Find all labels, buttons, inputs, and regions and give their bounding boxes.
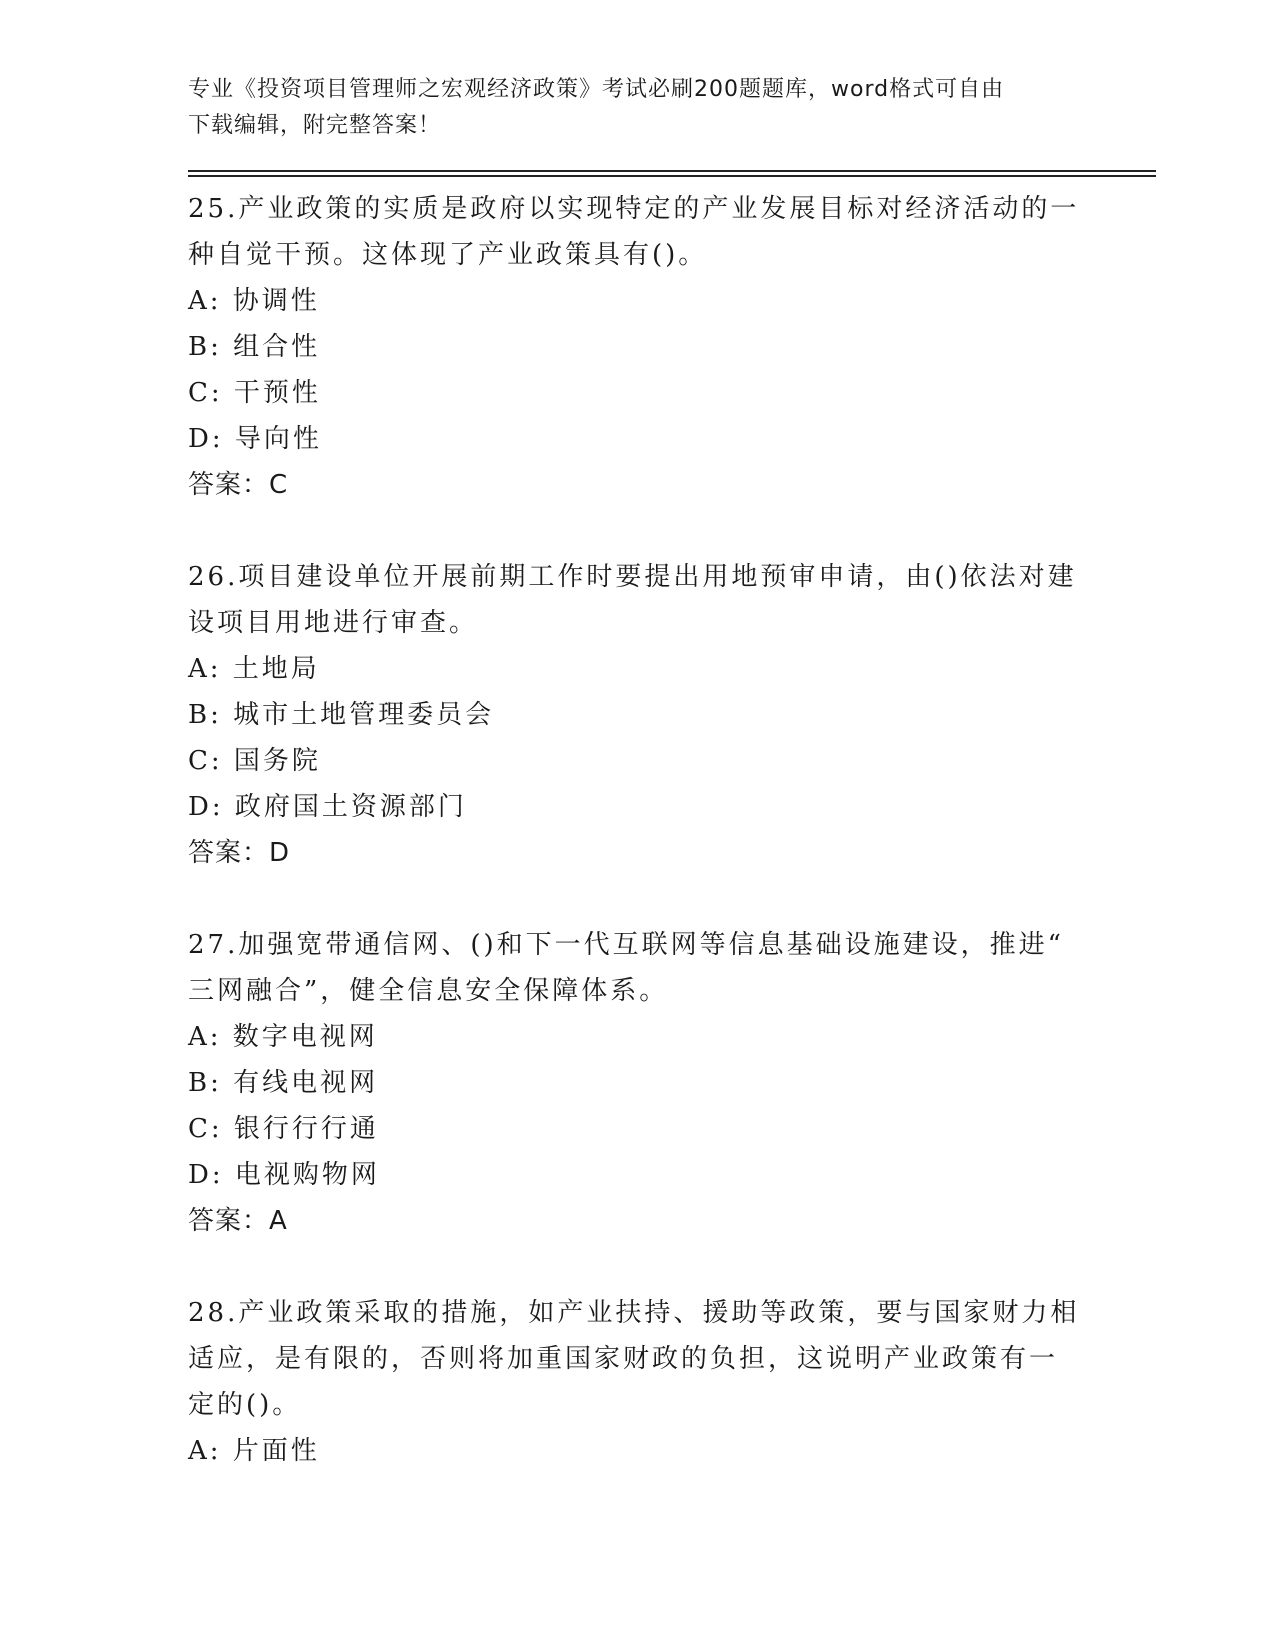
option-b: B: 有线电视网 xyxy=(188,1068,379,1098)
question-26 xyxy=(188,554,1088,876)
option-b: B: 组合性 xyxy=(188,332,321,362)
question-text-line: 28.产业政策采取的措施，如产业扶持、援助等政策，要与国家财力相 xyxy=(188,1298,1080,1328)
header-divider-bottom xyxy=(188,175,1156,177)
document-header xyxy=(188,72,1068,144)
option-a: A: 片面性 xyxy=(188,1436,320,1466)
option-d: D: 政府国土资源部门 xyxy=(188,792,467,822)
question-list xyxy=(188,186,1088,1520)
question-text-line: 种自觉干预。这体现了产业政策具有()。 xyxy=(188,240,708,270)
answer-value: D xyxy=(269,838,290,868)
question-text-line: 三网融合”，健全信息安全保障体系。 xyxy=(188,976,669,1006)
answer-value: C xyxy=(269,470,288,500)
option-b: B: 城市土地管理委员会 xyxy=(188,700,495,730)
option-a: A: 数字电视网 xyxy=(188,1022,378,1052)
option-a: A: 土地局 xyxy=(188,654,320,684)
answer-line xyxy=(188,830,1088,876)
option-c: C: 干预性 xyxy=(188,378,321,408)
option-a: A: 协调性 xyxy=(188,286,320,316)
option-d: D: 电视购物网 xyxy=(188,1160,380,1190)
question-text-line: 27.加强宽带通信网、()和下一代互联网等信息基础设施建设，推进“ xyxy=(188,930,1064,960)
question-25 xyxy=(188,186,1088,508)
answer-label: 答案： xyxy=(188,470,270,500)
answer-line xyxy=(188,1198,1088,1244)
question-text-line: 设项目用地进行审查。 xyxy=(188,608,479,638)
question-27 xyxy=(188,922,1088,1244)
option-c: C: 国务院 xyxy=(188,746,321,776)
header-divider-top xyxy=(188,170,1156,172)
answer-value: A xyxy=(269,1206,287,1236)
question-text-line: 适应，是有限的，否则将加重国家财政的负担，这说明产业政策有一 xyxy=(188,1344,1059,1374)
question-28 xyxy=(188,1290,1088,1474)
question-text-line: 26.项目建设单位开展前期工作时要提出用地预审申请，由()依法对建 xyxy=(188,562,1077,592)
option-d: D: 导向性 xyxy=(188,424,322,454)
header-line-2: 下载编辑，附完整答案！ xyxy=(188,113,442,138)
answer-line xyxy=(188,462,1088,508)
answer-label: 答案： xyxy=(188,838,270,868)
question-text-line: 定的()。 xyxy=(188,1390,302,1420)
question-text-line: 25.产业政策的实质是政府以实现特定的产业发展目标对经济活动的一 xyxy=(188,194,1080,224)
header-line-1: 专业《投资项目管理师之宏观经济政策》考试必刷200题题库，word格式可自由 xyxy=(188,77,1005,102)
answer-label: 答案： xyxy=(188,1206,270,1236)
option-c: C: 银行行行通 xyxy=(188,1114,379,1144)
